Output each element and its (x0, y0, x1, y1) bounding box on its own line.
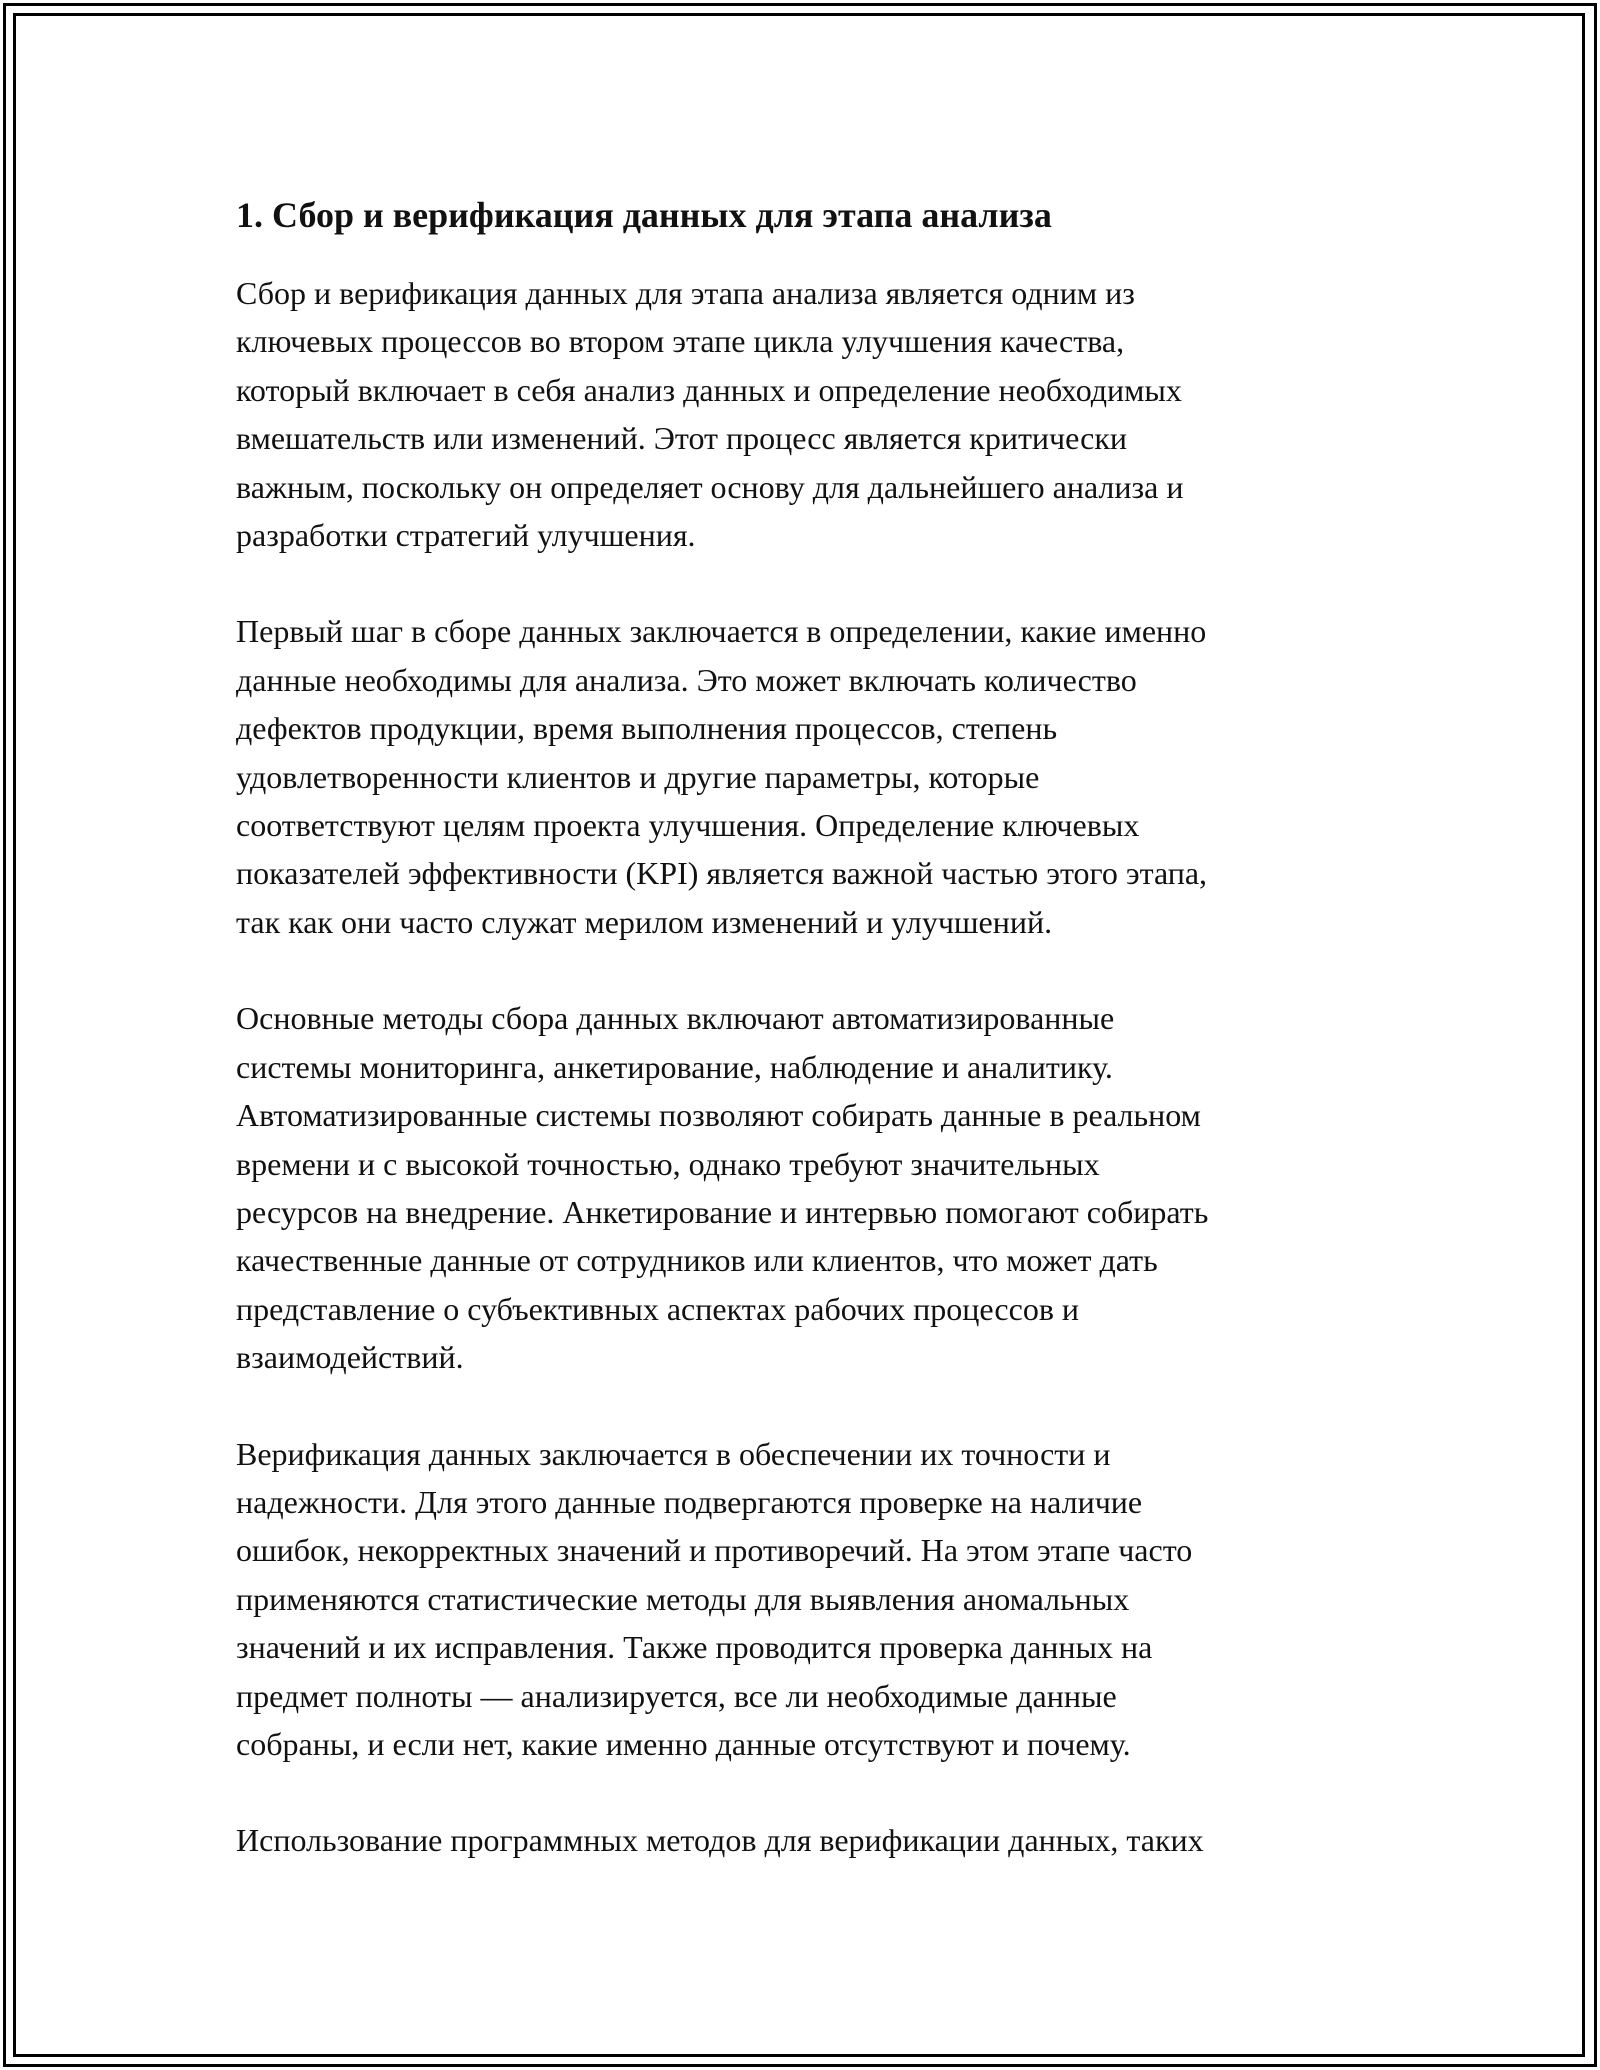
paragraph (236, 607, 1376, 946)
paragraph-line: Верификация данных заключается в обеспечении их точности и (236, 1435, 1111, 1472)
paragraph-line: Сбор и верификация данных для этапа анализа является одним из (236, 275, 1135, 311)
paragraph-line: показателей эффективности (KPI) является важной частью этого этапа, (236, 855, 1208, 892)
paragraph-line: ошибок, некорректных значений и противоречий. На этом этапе часто (236, 1532, 1193, 1569)
paragraph (236, 269, 1376, 559)
paragraph-line: надежности. Для этого данные подвергаются проверке на наличие (236, 1483, 1143, 1520)
paragraph-line: данные необходимы для анализа. Это может включать количество (236, 661, 1137, 698)
paragraph-line: ресурсов на внедрение. Анкетирование и интервью помогают собирать (236, 1193, 1209, 1230)
paragraph-line: вмешательств или изменений. Этот процесс является критически (236, 420, 1128, 457)
paragraph-line: Использование программных методов для верификации данных, таких (236, 1822, 1204, 1859)
paragraph-line: разработки стратегий улучшения. (236, 517, 696, 554)
paragraph (236, 1816, 1376, 1864)
paragraph-line: Автоматизированные системы позволяют собирать данные в реальном (236, 1097, 1201, 1134)
paragraph-line: времени и с высокой точностью, однако требуют значительных (236, 1145, 1100, 1182)
paragraph-line: представление о субъективных аспектах рабочих процессов и (236, 1290, 1080, 1327)
paragraph-line: Первый шаг в сборе данных заключается в определении, какие именно (236, 613, 1207, 650)
document-body (236, 269, 1376, 1865)
document-page (236, 187, 1376, 1913)
paragraph (236, 994, 1376, 1381)
paragraph-line: значений и их исправления. Также проводится проверка данных на (236, 1629, 1153, 1666)
paragraph-line: собраны, и если нет, какие именно данные отсутствуют и почему. (236, 1725, 1131, 1762)
paragraph-line: системы мониторинга, анкетирование, наблюдение и аналитику. (236, 1048, 1113, 1085)
paragraph (236, 1430, 1376, 1769)
paragraph-line: удовлетворенности клиентов и другие параметры, которые (236, 758, 1040, 795)
paragraph-line: ключевых процессов во втором этапе цикла улучшения качества, (236, 323, 1125, 360)
paragraph-line: Основные методы сбора данных включают автоматизированные (236, 1000, 1115, 1037)
paragraph-line: так как они часто служат мерилом изменений и улучшений. (236, 903, 1053, 940)
paragraph-line: взаимодействий. (236, 1339, 464, 1376)
paragraph-line: качественные данные от сотрудников или клиентов, что может дать (236, 1242, 1158, 1279)
section-heading: 1. Сбор и верификация данных для этапа анализа (236, 195, 1052, 235)
paragraph-line: дефектов продукции, время выполнения процессов, степень (236, 710, 1058, 747)
paragraph-line: соответствуют целям проекта улучшения. Определение ключевых (236, 807, 1140, 844)
paragraph-line: применяются статистические методы для выявления аномальных (236, 1580, 1130, 1617)
paragraph-line: который включает в себя анализ данных и определение необходимых (236, 371, 1182, 408)
paragraph-line: предмет полноты — анализируется, все ли необходимые данные (236, 1677, 1117, 1714)
paragraph-line: важным, поскольку он определяет основу для дальнейшего анализа и (236, 468, 1184, 505)
